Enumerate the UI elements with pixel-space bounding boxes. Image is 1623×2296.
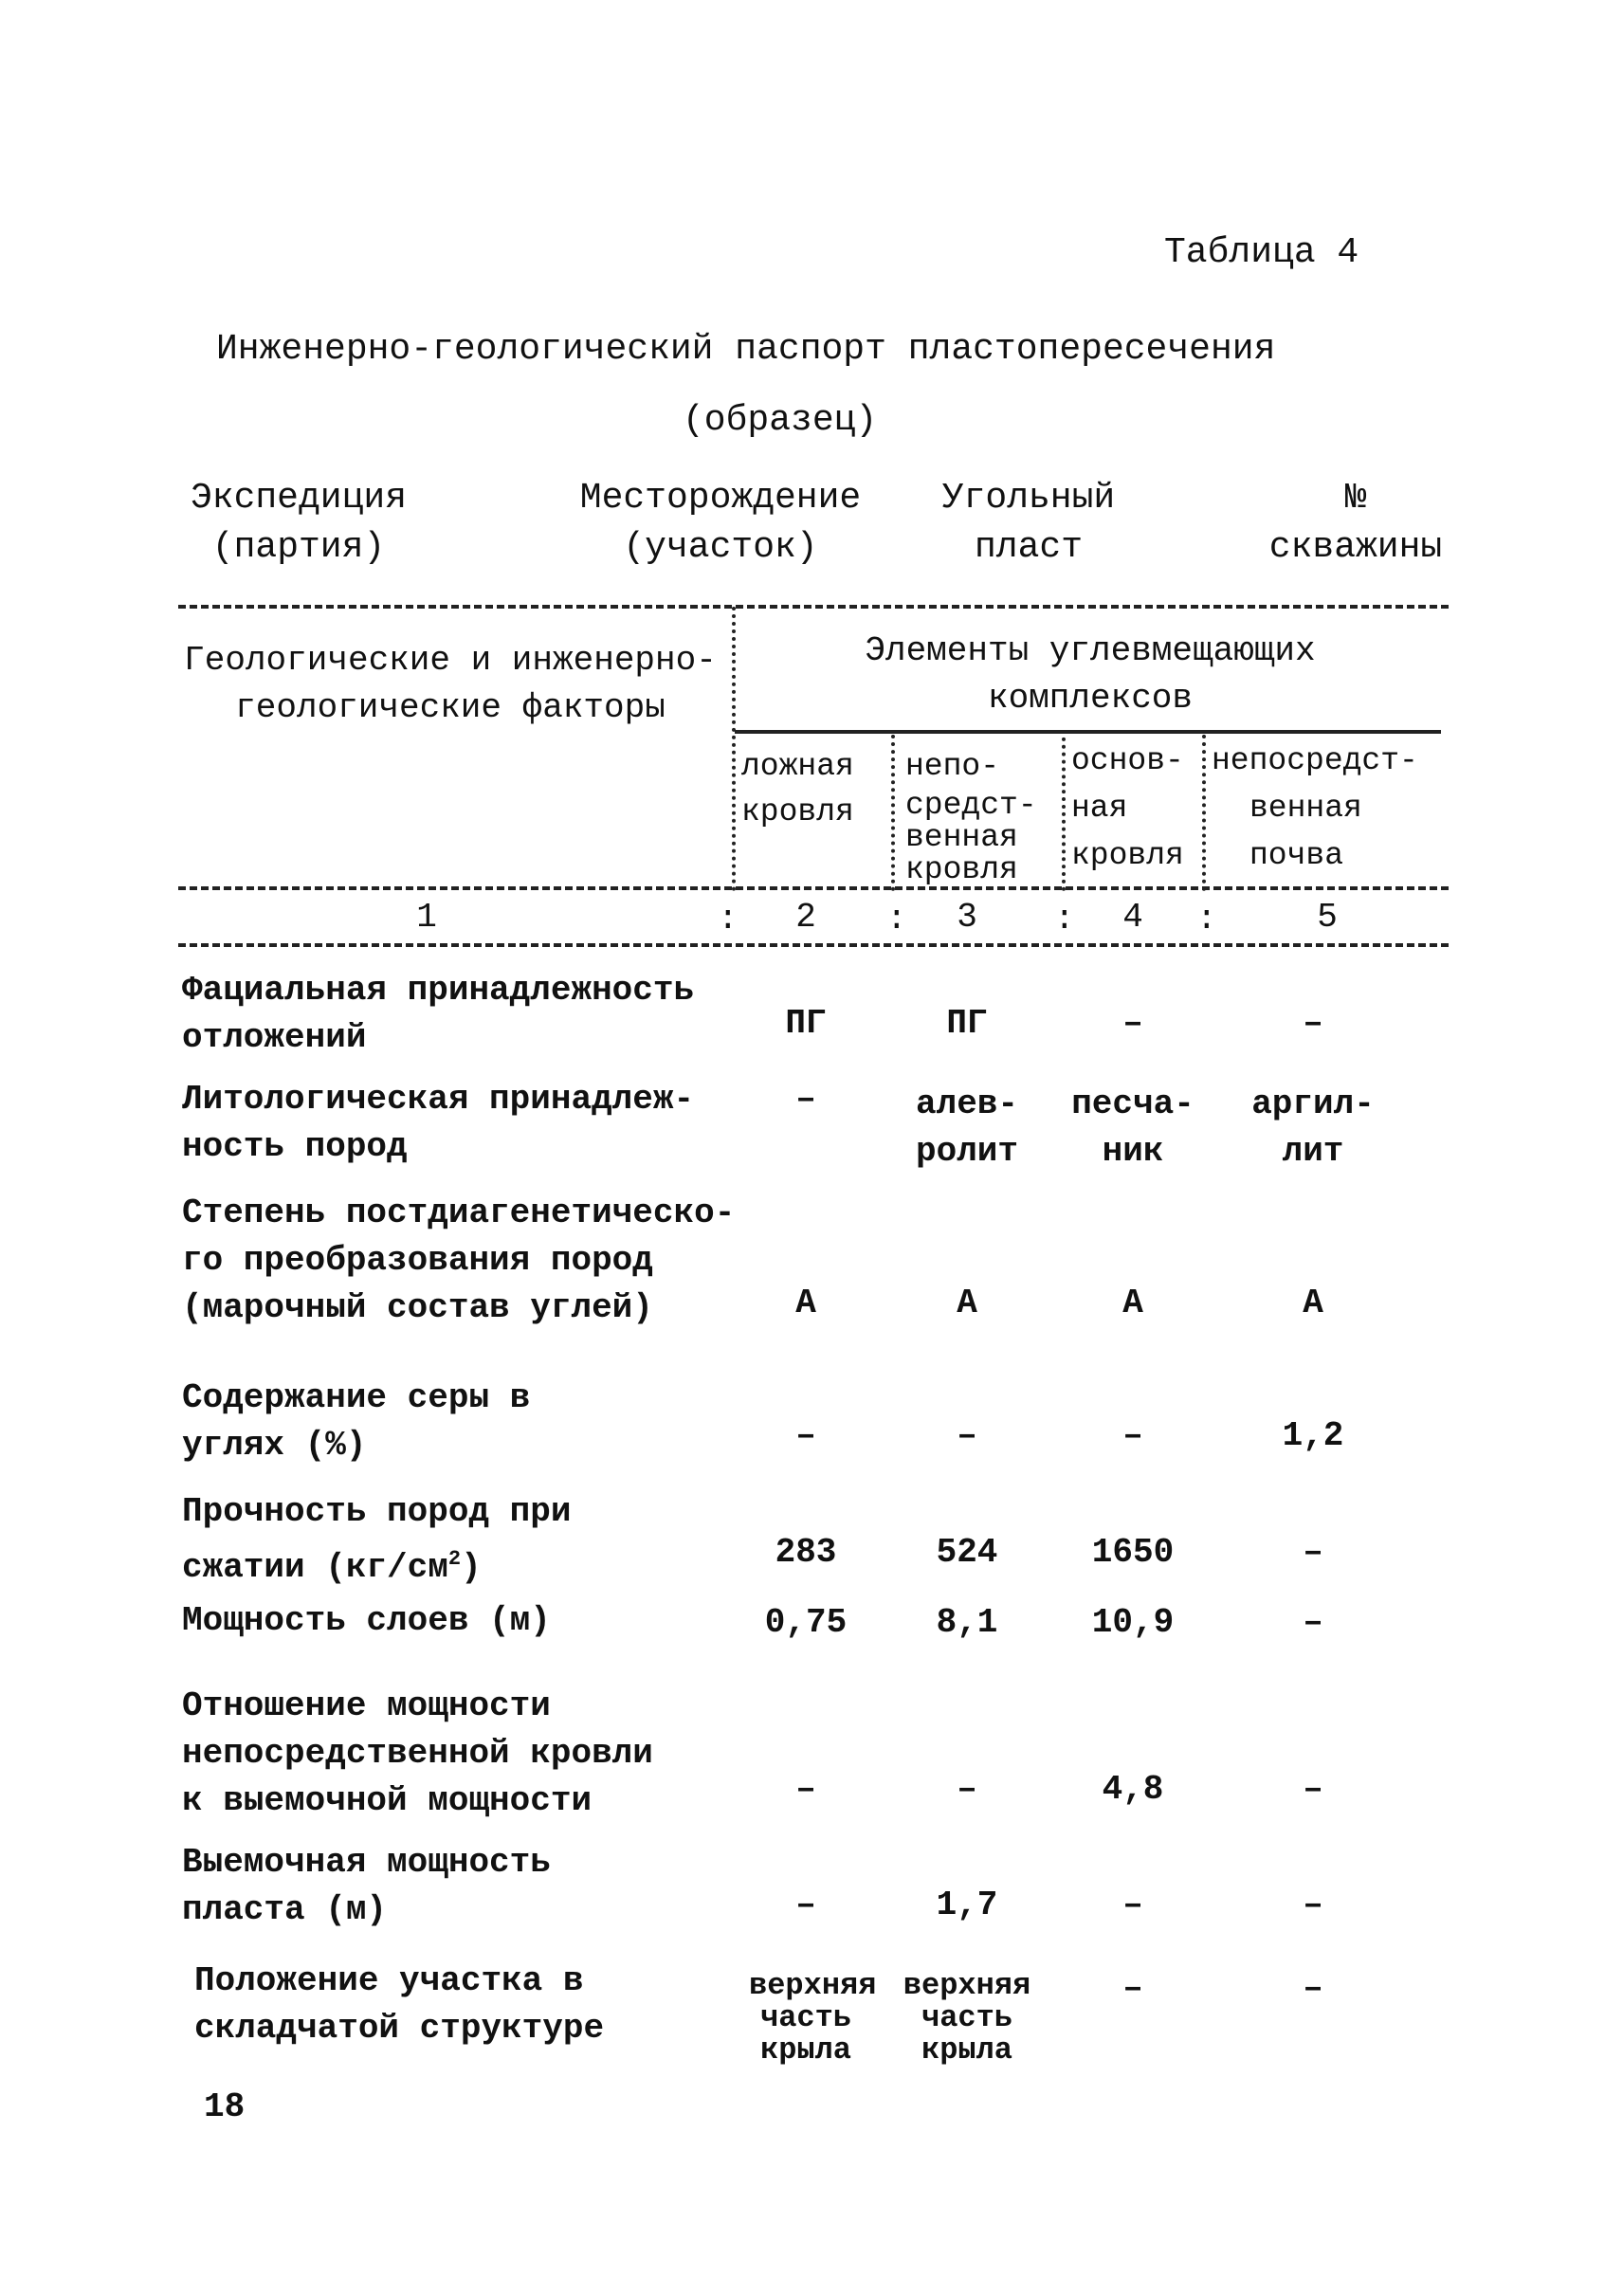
info-header-coal-seam: Угольный пласт [941,478,1116,568]
table-cell: верхняя часть крыла [749,1968,877,2068]
table-cell: – [957,1770,977,1809]
table-cell: – [1303,1886,1323,1924]
row-label: Положение участка в складчатой структуре [194,1961,605,2048]
table-cell: 0,75 [764,1603,848,1642]
table-cell: верхняя часть крыла [903,1968,1031,2068]
element-col-header-3: основ- ная кровля [1071,743,1184,873]
table-cell: – [1303,1533,1323,1572]
row-label: Фациальная принадлежность отложений [182,971,695,1057]
column-number-1: 1 [416,898,437,937]
table-cell: 1,7 [936,1886,998,1924]
row-label: Выемочная мощность пласта (м) [182,1843,551,1929]
row-label: Степень постдиагенетическо- го преобразования пород (марочный состав углей) [182,1194,736,1327]
column-number-4: 4 [1122,898,1143,937]
table-label: Таблица 4 [1164,232,1359,273]
table-cell: ПГ [946,1004,988,1043]
table-cell: 4,8 [1102,1770,1164,1809]
table-cell: – [795,1886,816,1924]
factors-header: Геологические и инженерно- геологические факторы [184,641,717,727]
row-label: Прочность пород при сжатии $(кг/см^2)$ [182,1492,572,1587]
info-header-deposit: Месторождение (участок) [579,478,862,568]
column-separator-3 [1062,730,1066,891]
header-bottom-rule [178,886,1449,890]
table-cell: – [795,1770,816,1809]
column-number-3: 3 [957,898,977,937]
info-header-expedition: Экспедиция (партия) [190,478,408,568]
column-separator-1 [732,607,736,891]
table-cell: А [795,1284,816,1322]
element-col-header-4: непосредст- венная почва [1212,743,1418,873]
element-col-header-2: непо- средст- венная кровля [905,749,1037,887]
table-cell: – [1303,1004,1323,1043]
column-numbers-rule [178,943,1449,947]
column-separator-4 [1202,735,1206,891]
page-number: 18 [204,2087,246,2126]
row-label: Содержание серы в углях (%) [182,1378,531,1465]
elements-header: Элементы углевмещающих комплексов [865,631,1316,718]
table-cell: 8,1 [936,1603,998,1642]
table-cell: – [1303,1770,1323,1809]
page-subtitle: (образец) [683,400,878,441]
table-cell: – [1122,1969,1143,2008]
table-cell: 1650 [1091,1533,1175,1572]
row-label: Отношение мощности непосредственной кровли к выемочной мощности [182,1686,653,1820]
table-cell: 1,2 [1282,1416,1344,1455]
table-cell: А [957,1284,977,1322]
table-cell: А [1303,1284,1323,1322]
element-col-header-1: ложная кровля [741,749,854,829]
table-cell: 524 [936,1533,998,1572]
table-cell: – [1303,1969,1323,2008]
table-cell: – [1122,1416,1143,1455]
table-cell: 283 [775,1533,837,1572]
column-number-2: 2 [795,898,816,937]
table-cell: ПГ [785,1004,827,1043]
table-cell: – [957,1416,977,1455]
table-cell: – [795,1080,816,1119]
table-cell: аргил- лит [1251,1084,1375,1171]
table-top-rule [178,605,1449,609]
column-separator-2 [891,735,895,891]
column-colon: : [886,900,907,938]
row-label: Мощность слоев (м) [182,1601,551,1640]
elements-subheader-rule [735,730,1441,734]
page-title: Инженерно-геологический паспорт пластопересечения [216,329,1276,370]
table-cell: – [1303,1603,1323,1642]
table-cell: – [795,1416,816,1455]
table-cell: – [1122,1886,1143,1924]
column-colon: : [1054,900,1075,938]
row-label: Литологическая принадлеж- ность пород [182,1080,695,1166]
info-header-well-number: № скважины [1268,478,1443,568]
table-cell: песча- ник [1071,1084,1194,1171]
table-cell: 10,9 [1091,1603,1175,1642]
column-colon: : [1196,900,1217,938]
column-colon: : [718,900,739,938]
table-cell: алев- ролит [915,1084,1019,1171]
table-cell: А [1122,1284,1143,1322]
column-number-5: 5 [1317,898,1338,937]
table-cell: – [1122,1004,1143,1043]
